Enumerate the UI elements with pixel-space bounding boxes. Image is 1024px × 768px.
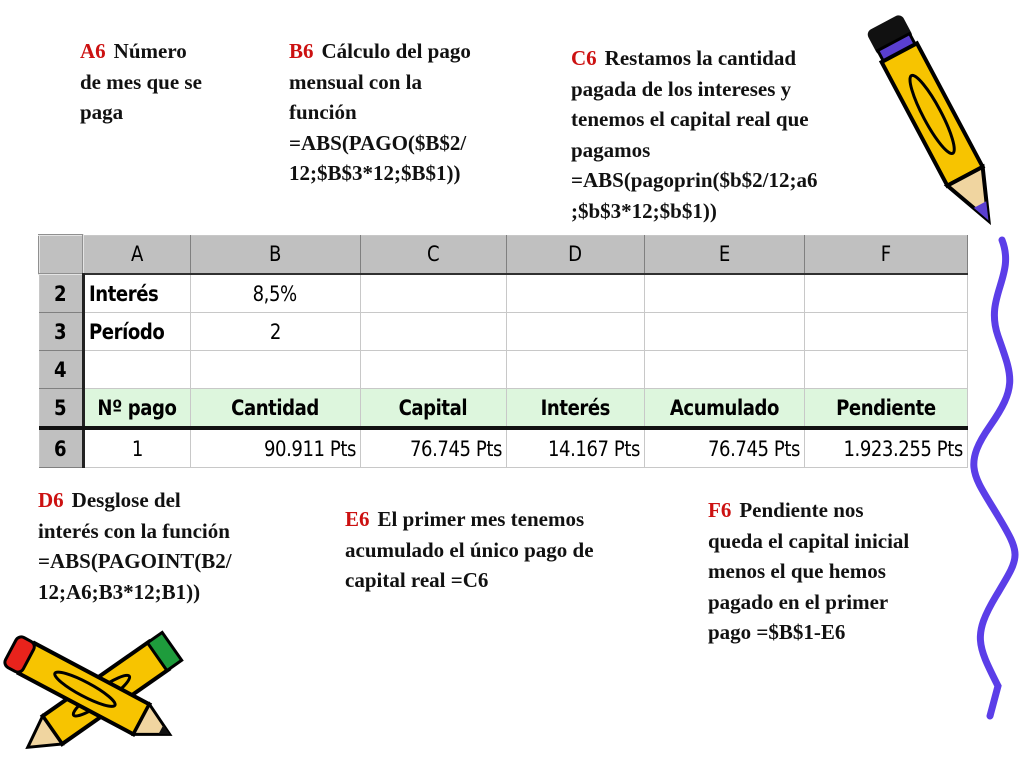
- note-line: pago =$B$1-E6: [708, 620, 846, 644]
- cell-e3[interactable]: [644, 313, 804, 351]
- sheet-row-3: [39, 313, 967, 351]
- column-header-f[interactable]: F: [804, 235, 967, 274]
- cell-b3[interactable]: 2: [190, 313, 360, 351]
- cell-e5[interactable]: Acumulado: [644, 389, 804, 429]
- note-line: pagado en el primer: [708, 589, 889, 614]
- note-a6: [80, 36, 202, 128]
- sheet-row-5: [39, 389, 967, 429]
- cell-f4[interactable]: [804, 351, 967, 389]
- note-line: 12;$B$3*12;$B$1)): [289, 161, 461, 185]
- column-header-e[interactable]: E: [644, 235, 804, 274]
- cell-f6[interactable]: 1.923.255 Pts: [804, 428, 967, 468]
- crossed-pencils-icon: [0, 618, 210, 766]
- row-header[interactable]: 3: [39, 313, 83, 351]
- row-header[interactable]: 2: [39, 274, 83, 313]
- cell-e2[interactable]: [644, 274, 804, 313]
- note-line: menos el que hemos: [708, 559, 886, 583]
- cell-f5[interactable]: Pendiente: [804, 389, 967, 429]
- row-header[interactable]: 6: [39, 428, 83, 468]
- note-line: pagamos: [571, 137, 651, 162]
- note-e6: [345, 504, 594, 596]
- sheet-row-2: [39, 274, 967, 313]
- note-line: paga: [80, 100, 124, 124]
- select-all-corner[interactable]: [39, 235, 83, 274]
- cell-d4[interactable]: [506, 351, 644, 389]
- note-line: tenemos el capital real que: [571, 107, 809, 131]
- cell-c6[interactable]: 76.745 Pts: [360, 428, 506, 468]
- note-line: Pendiente nos: [739, 498, 864, 522]
- squiggle-line: [968, 236, 1022, 720]
- note-line: Número: [113, 39, 187, 63]
- cell-a5[interactable]: Nº pago: [83, 389, 190, 429]
- note-line: El primer mes tenemos: [377, 507, 585, 531]
- note-line: =ABS(PAGO($B$2/: [289, 130, 467, 155]
- pencil-icon: [860, 2, 1010, 242]
- note-line: =ABS(PAGOINT(B2/: [38, 549, 232, 573]
- column-header-a[interactable]: A: [83, 235, 190, 274]
- cell-c5[interactable]: Capital: [360, 389, 506, 429]
- note-key: A6: [80, 39, 106, 63]
- cell-c3[interactable]: [360, 313, 506, 351]
- note-d6: [38, 485, 232, 607]
- cell-d5[interactable]: Interés: [506, 389, 644, 429]
- note-line: queda el capital inicial: [708, 528, 910, 553]
- cell-d6[interactable]: 14.167 Pts: [506, 428, 644, 468]
- note-line: capital real =C6: [345, 568, 489, 592]
- note-key: C6: [571, 46, 597, 70]
- cell-f2[interactable]: [804, 274, 967, 313]
- note-c6: [571, 43, 818, 226]
- cell-f3[interactable]: [804, 313, 967, 351]
- note-f6: [708, 495, 909, 648]
- cell-c2[interactable]: [360, 274, 506, 313]
- row-header[interactable]: 5: [39, 389, 83, 429]
- note-line: función: [289, 100, 357, 124]
- note-key: B6: [289, 39, 314, 63]
- cell-e6[interactable]: 76.745 Pts: [644, 428, 804, 468]
- cell-b4[interactable]: [190, 351, 360, 389]
- note-b6: [289, 36, 471, 189]
- cell-a6[interactable]: 1: [83, 428, 190, 468]
- sheet-row-6: [39, 428, 967, 468]
- cell-b2[interactable]: 8,5%: [190, 274, 360, 313]
- note-line: Restamos la cantidad: [604, 46, 797, 70]
- cell-a4[interactable]: [83, 351, 190, 389]
- note-line: Cálculo del pago: [321, 39, 471, 63]
- note-line: 12;A6;B3*12;B1)): [38, 579, 201, 604]
- cell-b5[interactable]: Cantidad: [190, 389, 360, 429]
- note-line: pagada de los intereses y: [571, 76, 792, 101]
- column-header-row: [39, 235, 967, 274]
- note-line: acumulado el único pago de: [345, 537, 594, 562]
- sheet-row-4: [39, 351, 967, 389]
- cell-d2[interactable]: [506, 274, 644, 313]
- note-line: =ABS(pagoprin($b$2/12;a6: [571, 168, 818, 192]
- column-header-d[interactable]: D: [506, 235, 644, 274]
- cell-d3[interactable]: [506, 313, 644, 351]
- cell-a3[interactable]: Período: [83, 313, 190, 351]
- note-line: mensual con la: [289, 69, 423, 94]
- column-header-b[interactable]: B: [190, 235, 360, 274]
- cell-a2[interactable]: Interés: [83, 274, 190, 313]
- note-line: interés con la función: [38, 518, 230, 543]
- spreadsheet: [38, 234, 968, 468]
- note-line: de mes que se: [80, 69, 202, 94]
- note-key: D6: [38, 488, 64, 512]
- cell-e4[interactable]: [644, 351, 804, 389]
- note-key: E6: [345, 507, 370, 531]
- row-header[interactable]: 4: [39, 351, 83, 389]
- column-header-c[interactable]: C: [360, 235, 506, 274]
- note-line: Desglose del: [71, 488, 181, 512]
- note-key: F6: [708, 498, 732, 522]
- cell-b6[interactable]: 90.911 Pts: [190, 428, 360, 468]
- cell-c4[interactable]: [360, 351, 506, 389]
- note-line: ;$b$3*12;$b$1)): [571, 198, 717, 223]
